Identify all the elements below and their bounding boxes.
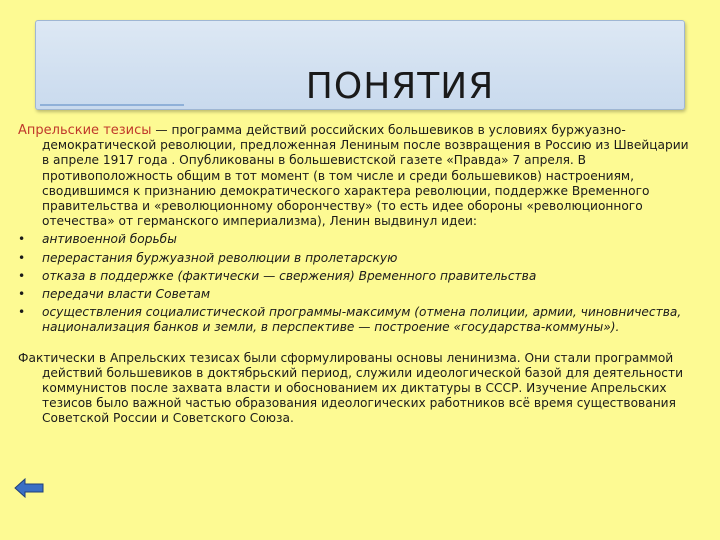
title-box <box>35 20 685 110</box>
list-item <box>18 287 698 302</box>
bullet-icon: • <box>18 232 26 247</box>
bullet-icon: • <box>18 305 26 320</box>
conclusion-paragraph: Фактически в Апрельских тезисах были сформулированы основы ленинизма. Они стали программой действий большевиков в доктябрьский период, служили идеологической базой для деятельности коммунистов после захвата власти и обоснованием их диктатуры в СССР. Изучение Апрельских тезисов было важной частью образования идеологических работников всё время существования Советской России и Советского Союза. <box>18 350 683 426</box>
bullet-icon: • <box>18 250 26 265</box>
title-underline <box>40 104 184 106</box>
intro-paragraph <box>18 123 698 229</box>
back-button[interactable] <box>14 478 44 498</box>
list-item <box>18 269 698 284</box>
arrow-left-icon <box>14 478 44 498</box>
list-item <box>18 305 698 335</box>
idea-text: антивоенной борьбы <box>42 232 177 247</box>
idea-text: отказа в поддержке (фактически — свержения) Временного правительства <box>42 268 537 283</box>
term-label: Апрельские тезисы <box>18 123 152 138</box>
content-body <box>18 123 698 427</box>
list-item <box>18 251 698 266</box>
list-item <box>18 232 698 247</box>
idea-text: осуществления социалистической программы-максимум (отмена полиции, армии, чиновничества, национализация банков и земли, в перспективе — построение «государства-коммуны»). <box>42 305 682 335</box>
intro-text: — программа действий российских большевиков в условиях буржуазно-демократической революции, предложенная Лениным после возвращения в Россию из Швейцарии в апреле 1917 года . Опубликованы в большевистской газете «Правда» 7 апреля. В противоположность общим в тот момент (в том числе и среди большевиков) настроениям, сводившимся к признанию демократического характера революции, поддержке Временного правительства и «революционному оборончеству» (то есть идее обороны «революционного отечества» от германского империализма), Ленин выдвинул идеи: <box>42 123 689 229</box>
bullet-icon: • <box>18 287 26 302</box>
page-title: ПОНЯТИЯ <box>305 66 495 107</box>
bullet-icon: • <box>18 268 26 283</box>
idea-text: перерастания буржуазной революции в пролетарскую <box>42 250 398 265</box>
ideas-list <box>18 232 698 335</box>
idea-text: передачи власти Советам <box>42 287 211 302</box>
